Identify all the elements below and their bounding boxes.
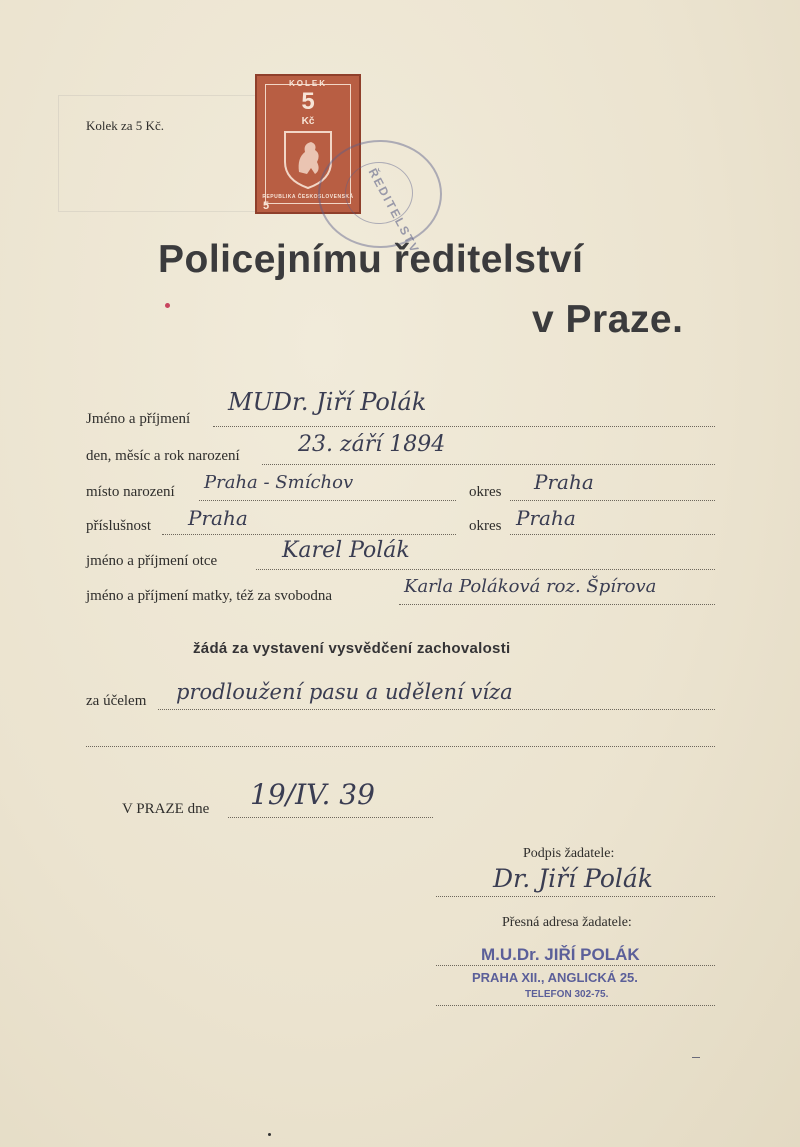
purpose-second-line (86, 746, 715, 747)
page-title-line2: v Praze. (532, 298, 684, 341)
citizenship-district-label: okres (469, 518, 502, 534)
purpose-value: prodloužení pasu a udělení víza (176, 680, 513, 704)
revenue-stamp-side-text: REPUBLIKA ČESKOSLOVENSKÁ (262, 194, 354, 200)
birth-date-line (262, 464, 715, 465)
page-title-line1: Policejnímu ředitelství (158, 238, 584, 281)
name-value: MUDr. Jiří Polák (228, 388, 427, 416)
address-label: Přesná adresa žadatele: (502, 915, 632, 930)
birthplace-value: Praha - Smíchov (204, 472, 354, 493)
birthplace-district-label: okres (469, 484, 502, 500)
ink-mark (692, 1055, 700, 1058)
father-name-value: Karel Polák (282, 538, 410, 563)
signature-line (436, 896, 715, 897)
birthplace-label: místo narození (86, 484, 175, 500)
mother-name-label: jméno a příjmení matky, též za svobodna (86, 588, 333, 604)
birth-date-label: den, měsíc a rok narození (86, 448, 240, 464)
signature-value: Dr. Jiří Polák (493, 864, 653, 893)
date-line (228, 817, 433, 818)
birthplace-district-line (510, 500, 715, 501)
revenue-stamp-unit: Kč (301, 116, 315, 127)
birthplace-district-value: Praha (534, 470, 594, 494)
citizenship-label: příslušnost (86, 518, 152, 534)
purpose-label: za účelem (86, 693, 147, 709)
revenue-stamp-value: 5 (301, 88, 315, 115)
birthplace-line (199, 500, 456, 501)
citizenship-line (162, 534, 456, 535)
postmark-text: ŘEDITELSTVÍ (365, 166, 425, 261)
address-stamp-line3: TELEFON 302-75. (525, 989, 609, 1000)
date-label: V PRAZE dne (122, 801, 210, 817)
address-line-1 (436, 965, 715, 966)
citizenship-district-value: Praha (516, 506, 576, 530)
name-line (213, 426, 715, 427)
red-ink-dot (165, 303, 170, 308)
revenue-stamp-top-text: KOLEK (289, 79, 327, 88)
father-name-line (256, 569, 715, 570)
father-name-label: jméno a příjmení otce (86, 553, 218, 569)
mother-name-value: Karla Poláková roz. Špírova (404, 576, 657, 597)
citizenship-value: Praha (188, 506, 248, 530)
signature-label: Podpis žadatele: (523, 846, 615, 861)
date-value: 19/IV. 39 (250, 778, 375, 811)
purpose-line (158, 709, 715, 710)
ink-dot (268, 1133, 271, 1136)
citizenship-district-line (510, 534, 715, 535)
mother-name-line (399, 604, 715, 605)
fee-note: Kolek za 5 Kč. (86, 118, 164, 133)
address-stamp-line1: M.U.Dr. JIŘÍ POLÁK (481, 945, 640, 964)
revenue-stamp-corner-value: 5 (263, 200, 270, 212)
request-heading: žádá za vystavení vysvědčení zachovalosti (193, 640, 511, 657)
address-stamp-line2: PRAHA XII., ANGLICKÁ 25. (472, 970, 638, 985)
birth-date-value: 23. září 1894 (298, 432, 446, 457)
address-line-2 (436, 1005, 715, 1006)
name-label: Jméno a příjmení (86, 411, 191, 427)
